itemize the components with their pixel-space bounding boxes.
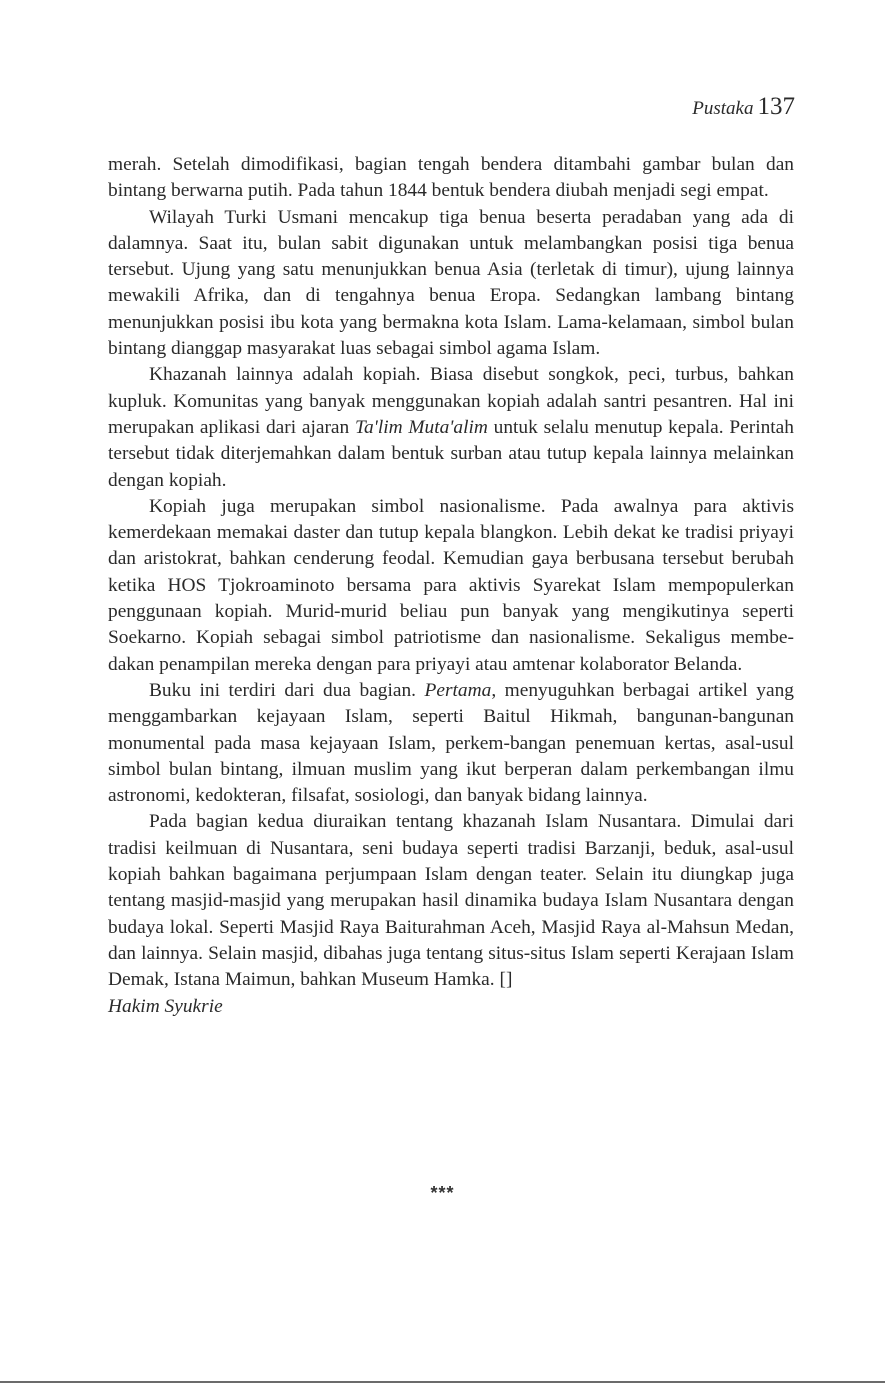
page-header <box>692 93 795 123</box>
paragraph-text: Buku ini terdiri dari dua bagian. <box>149 679 425 701</box>
italic-term: Ta'lim Muta'alim <box>354 416 488 438</box>
section-separator: *** <box>430 1183 455 1203</box>
paragraph-text: Khazanah lainnya adalah kopiah. Biasa disebut songkok, peci, turbus, bahkan kupluk. Komunitas yang banyak menggunakan kopiah adalah santri pesantren. Hal ini merupakan aplikasi dari ajaran <box>108 364 794 438</box>
paragraph-continuation: merah. Setelah dimodifikasi, bagian tengah bendera ditambahi gambar bulan dan bintang berwarna putih. Pada tahun 1844 bentuk bendera diubah menjadi segi empat. <box>108 154 794 202</box>
paragraph-nasionalisme: Kopiah juga merupakan simbol nasionalisme. Pada awalnya para aktivis kemerdekaan memakai daster dan tutup kepala blangkon. Lebih dekat ke tradisi priyayi dan aristokrat, bahkan cenderung feodal. Kemudian gaya berbusana tersebut berubah ketika HOS Tjokroaminoto bersama para aktivis Syarekat Islam mempopulerkan penggunaan kopiah. Murid-murid beliau pun banyak yang mengikutinya seperti Soekarno. Kopiah sebagai simbol patriotisme dan nasionalisme. Sekaligus membe-dakan penampilan mereka dengan para priyayi atau amtenar kolaborator Belanda. <box>108 495 794 675</box>
author-byline: Hakim Syukrie <box>108 995 223 1017</box>
paragraph-bagian-pertama <box>108 678 794 809</box>
paragraph-text: untuk selalu menutup kepala. Perintah tersebut tidak diterjemahkan dalam bentuk surban atau tutup kepala lainnya melainkan dengan kopiah. <box>108 416 794 491</box>
paragraph-bagian-kedua: Pada bagian kedua diuraikan tentang khazanah Islam Nusantara. Dimulai dari tradisi keilmuan di Nusantara, seni budaya seperti tradisi Barzanji, beduk, asal-usul kopiah bahkan bagaimana perjumpaan Islam dengan teater. Selain itu diungkap juga tentang masjid-masjid yang merupakan hasil dinamika budaya Islam Nusantara dengan budaya lokal. Seperti Masjid Raya Baiturahman Aceh, Masjid Raya al-Mahsun Medan, dan lainnya. Selain masjid, dibahas juga tentang situs-situs Islam seperti Kerajaan Islam Demak, Istana Maimun, bahkan Museum Hamka. [] <box>108 811 794 991</box>
running-head-title: Pustaka <box>692 98 754 119</box>
bottom-rule <box>0 1381 885 1383</box>
paragraph-kopiah <box>108 362 794 493</box>
page-number: 137 <box>757 93 795 120</box>
body-text <box>108 152 794 1020</box>
italic-term: Pertama <box>424 679 492 701</box>
paragraph-turki-usmani: Wilayah Turki Usmani mencakup tiga benua beserta peradaban yang ada di dalamnya. Saat itu, bulan sabit digunakan untuk melambangkan posisi tiga benua tersebut. Ujung yang satu menunjukkan benua Asia (terletak di timur), ujung lainnya mewakili Afrika, dan di tengahnya benua Eropa. Sedangkan lambang bintang menunjukkan posisi ibu kota yang bermakna kota Islam. Lama-kelamaan, simbol bulan bintang dianggap masyarakat luas sebagai simbol agama Islam. <box>108 206 794 360</box>
paragraph-text: , menyuguhkan berbagai artikel yang menggambarkan kejayaan Islam, seperti Baitul Hikmah, bangunan-bangunan monumental pada masa kejayaan Islam, perkem-bangan penemuan kertas, asal-usul simbol bulan bintang, ilmuan muslim yang ikut berperan dalam perkembangan ilmu astronomi, kedokteran, filsafat, sosiologi, dan banyak bidang lainnya. <box>108 679 794 807</box>
